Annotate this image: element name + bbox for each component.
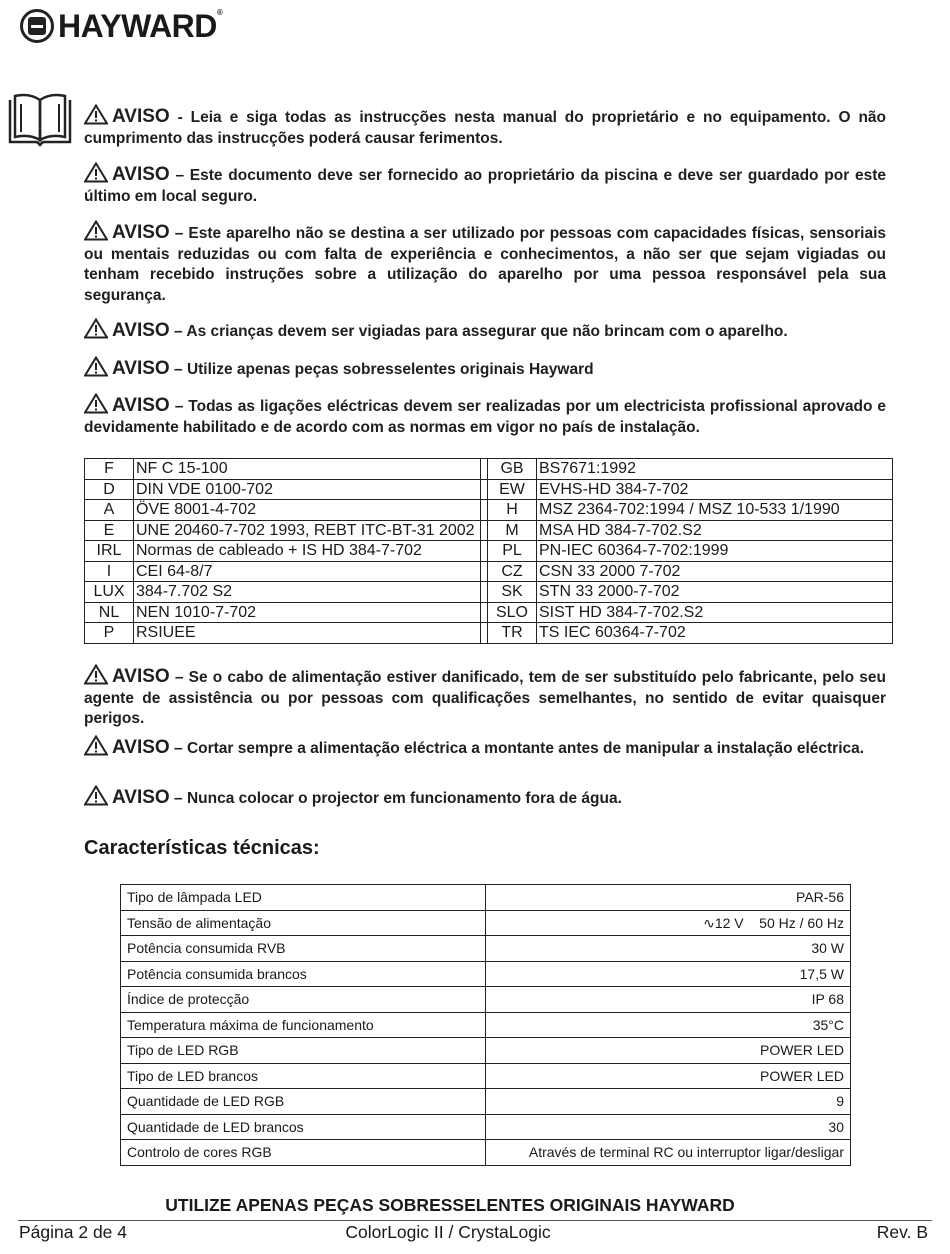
spec-section-title: Características técnicas:	[84, 837, 320, 859]
revision: Rev. B	[876, 1222, 928, 1242]
table-row: I CEI 64-8/7 CZ CSN 33 2000 7-702	[85, 561, 893, 582]
hayward-logo-mark-icon	[20, 9, 54, 43]
brand-name: HAYWARD®	[58, 7, 223, 44]
table-row: E UNE 20460-7-702 1993, REBT ITC-BT-31 2002 M MSA HD 384-7-702.S2	[85, 520, 893, 541]
warning-triangle-icon	[84, 318, 108, 339]
table-row: Potência consumida RVB 30 W	[121, 936, 851, 962]
warning-triangle-icon	[84, 393, 108, 414]
table-row: IRL Normas de cableado + IS HD 384-7-702 PL PN-IEC 60364-7-702:1999	[85, 541, 893, 562]
table-row: P RSIUEE TR TS IEC 60364-7-702	[85, 623, 893, 644]
warning-triangle-icon	[84, 664, 108, 685]
warning-4: AVISO – As crianças devem ser vigiadas para assegurar que não brincam com o aparelho.	[84, 318, 886, 343]
table-row: Temperatura máxima de funcionamento 35°C	[121, 1012, 851, 1038]
original-parts-note: UTILIZE APENAS PEÇAS SOBRESSELENTES ORIGINAIS HAYWARD	[165, 1195, 735, 1215]
hayward-logo	[20, 9, 222, 43]
warning-triangle-icon	[84, 104, 108, 125]
table-row: LUX 384-7.702 S2 SK STN 33 2000-7-702	[85, 582, 893, 603]
table-row: F NF C 15-100 GB BS7671:1992	[85, 459, 893, 480]
warning-1: AVISO - Leia e siga todas as instrucções nesta manual do proprietário e no equipamento. O não cumprimento das instrucções poderá causar ferimentos.	[84, 106, 886, 147]
table-row: Controlo de cores RGB Através de terminal RC ou interruptor ligar/desligar	[121, 1140, 851, 1166]
warning-triangle-icon	[84, 735, 108, 756]
warning-9: AVISO – Nunca colocar o projector em funcionamento fora de água.	[84, 785, 886, 810]
electrical-norms-table	[84, 458, 893, 644]
table-row: Tipo de LED brancos POWER LED	[121, 1063, 851, 1089]
warning-triangle-icon	[84, 162, 108, 183]
table-row: Tensão de alimentação ∿12 V 50 Hz / 60 Hz	[121, 910, 851, 936]
footer-divider	[18, 1220, 932, 1221]
table-row: Quantidade de LED brancos 30	[121, 1114, 851, 1140]
warning-6: AVISO – Todas as ligações eléctricas devem ser realizadas por um electricista profissional aprovado e devidamente habilitado e de acordo com as normas em vigor no país de instalação.	[84, 395, 886, 436]
technical-specs-table	[120, 884, 851, 1166]
warning-triangle-icon	[84, 220, 108, 241]
table-row: A ÖVE 8001-4-702 H MSZ 2364-702:1994 / MSZ 10-533 1/1990	[85, 500, 893, 521]
table-row: D DIN VDE 0100-702 EW EVHS-HD 384-7-702	[85, 479, 893, 500]
warning-8: AVISO – Cortar sempre a alimentação eléctrica a montante antes de manipular a instalação eléctrica.	[84, 735, 886, 760]
product-name: ColorLogic II / CrystaLogic	[345, 1222, 551, 1242]
open-book-icon	[6, 92, 74, 148]
warning-5: AVISO – Utilize apenas peças sobresselentes originais Hayward	[84, 356, 886, 381]
table-row: Potência consumida brancos 17,5 W	[121, 961, 851, 987]
warning-3: AVISO – Este aparelho não se destina a ser utilizado por pessoas com capacidades físicas, sensoriais ou mentais reduzidas ou com falta de experiência e conhecimentos, a não ser que sejam vigiadas ou tenham recebido instruções sobre a utilização do aparelho por uma pessoa responsável pela sua segurança.	[84, 222, 886, 304]
warning-triangle-icon	[84, 356, 108, 377]
warning-2: AVISO – Este documento deve ser fornecido ao proprietário da piscina e deve ser guardado por este último em local seguro.	[84, 164, 886, 205]
table-row: Tipo de lâmpada LED PAR-56	[121, 885, 851, 911]
table-row: Quantidade de LED RGB 9	[121, 1089, 851, 1115]
table-row: Índice de protecção IP 68	[121, 987, 851, 1013]
table-row: NL NEN 1010-7-702 SLO SIST HD 384-7-702.S2	[85, 602, 893, 623]
warning-7: AVISO – Se o cabo de alimentação estiver danificado, tem de ser substituído pelo fabricante, pelo seu agente de assistência ou por pessoas com qualificações semelhantes, no sentido de evitar quaisquer perigos.	[84, 666, 886, 727]
table-row: Tipo de LED RGB POWER LED	[121, 1038, 851, 1064]
page-number: Página 2 de 4	[19, 1222, 128, 1242]
warning-triangle-icon	[84, 785, 108, 806]
